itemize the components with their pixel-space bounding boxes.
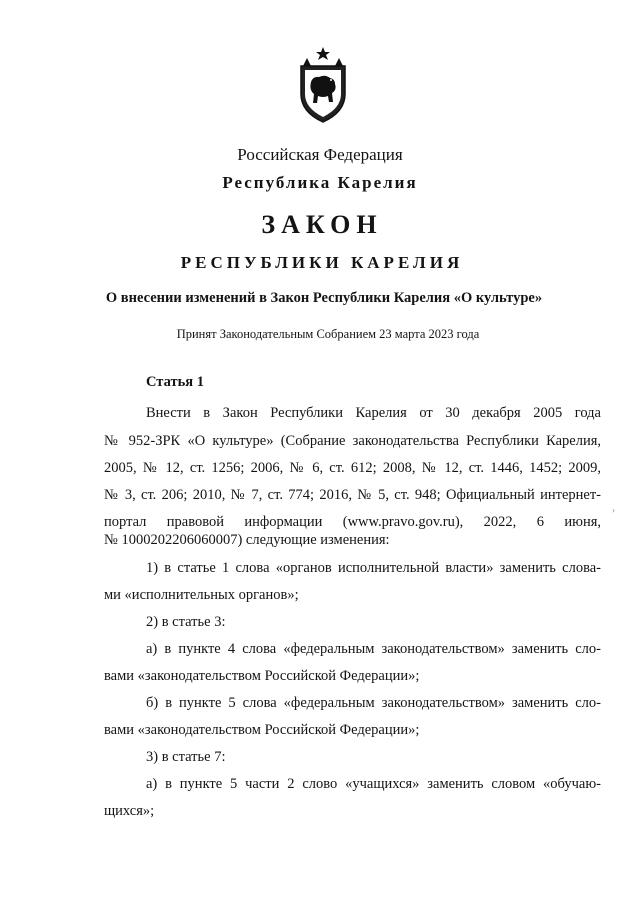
- article-text-line: б) в пункте 5 слова «федеральным законодательством» заменить сло-: [146, 695, 601, 711]
- law-subheading: РЕСПУБЛИКИ КАРЕЛИЯ: [180, 253, 464, 272]
- article-text-line: 1) в статье 1 слова «органов исполнительной власти» заменить слова-: [146, 560, 601, 576]
- coat-of-arms-emblem: [295, 46, 351, 124]
- article-text-line: портал правовой информации (www.pravo.gov.ru), 2022, 6 июня,: [104, 514, 601, 530]
- article-text-line: № 952-ЗРК «О культуре» (Собрание законодательства Республики Карелия,: [104, 433, 601, 449]
- article-text-line: вами «законодательством Российской Федерации»;: [104, 722, 420, 738]
- article-text-line: 2) в статье 3:: [146, 614, 226, 630]
- article-heading: Статья 1: [146, 374, 204, 390]
- article-text-line: 3) в статье 7:: [146, 749, 226, 765]
- article-text-line: Внести в Закон Республики Карелия от 30 декабря 2005 года: [146, 405, 601, 421]
- country-name: Российская Федерация: [237, 145, 403, 164]
- law-heading: ЗАКОН: [261, 210, 383, 239]
- article-text-line: а) в пункте 4 слова «федеральным законодательством» заменить сло-: [146, 641, 601, 657]
- republic-name: Республика Карелия: [222, 173, 418, 192]
- article-text-line: 2005, № 12, ст. 1256; 2006, № 6, ст. 612; 2008, № 12, ст. 1446, 1452; 2009,: [104, 460, 601, 476]
- article-text-line: № 3, ст. 206; 2010, № 7, ст. 774; 2016, № 5, ст. 948; Официальный интернет-: [104, 487, 601, 503]
- article-text-line: щихся»;: [104, 803, 155, 819]
- margin-mark: ›: [612, 505, 615, 515]
- article-text-line: а) в пункте 5 части 2 слово «учащихся» заменить словом «обучаю-: [146, 776, 601, 792]
- law-title: О внесении изменений в Закон Республики Карелия «О культуре»: [105, 290, 543, 306]
- article-text-line: вами «законодательством Российской Федерации»;: [104, 668, 420, 684]
- article-text-line: № 1000202206060007) следующие изменения:: [104, 532, 390, 548]
- adoption-note: Принят Законодательным Собранием 23 марта 2023 года: [176, 327, 480, 341]
- article-text-line: ми «исполнительных органов»;: [104, 587, 299, 603]
